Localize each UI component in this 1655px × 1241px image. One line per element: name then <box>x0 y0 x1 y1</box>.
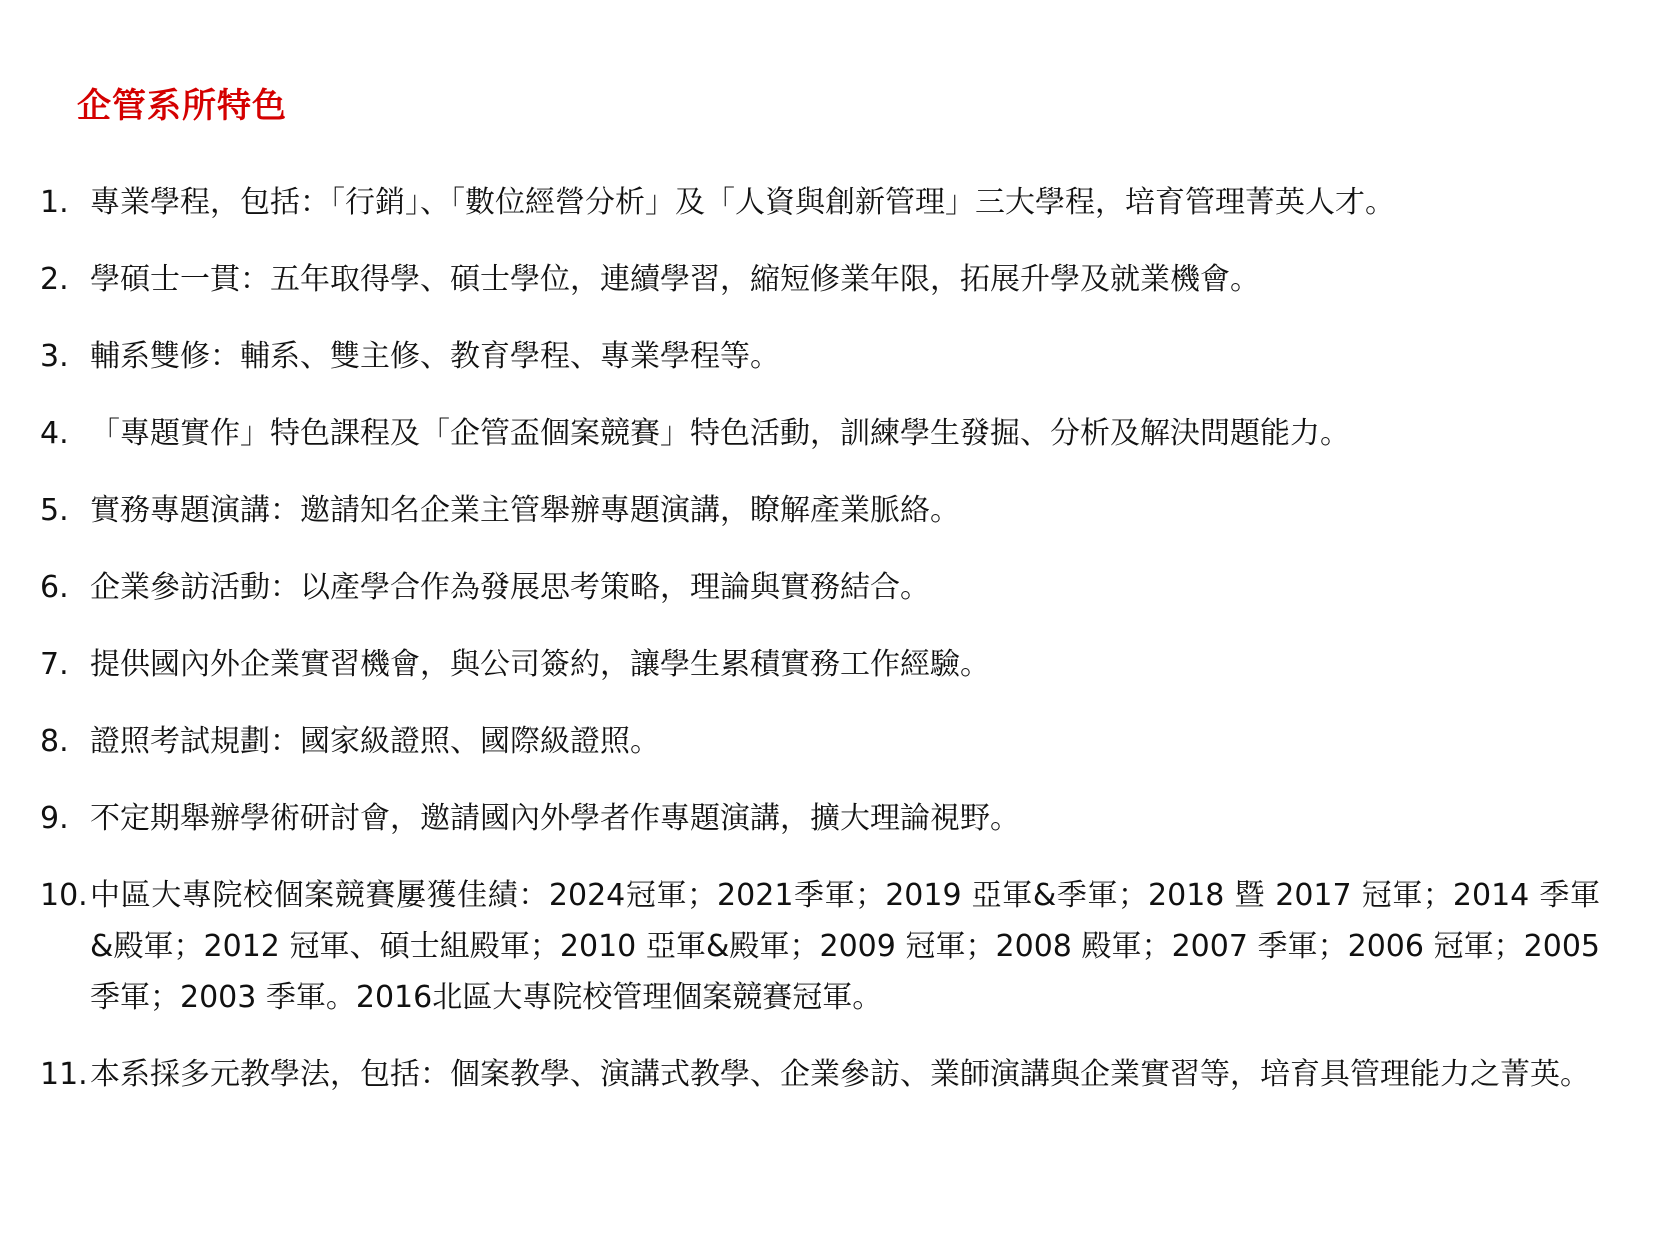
list-item <box>40 1049 1600 1100</box>
list-item-text: 不定期舉辦學術研討會，邀請國內外學者作專題演講，擴大理論視野。 <box>90 801 1020 836</box>
list-item-text: 提供國內外企業實習機會，與公司簽約，讓學生累積實務工作經驗。 <box>90 647 990 682</box>
list-item <box>40 331 1600 382</box>
list-item-text: 輔系雙修：輔系、雙主修、教育學程、專業學程等。 <box>90 339 780 374</box>
list-item-number: 8. <box>40 724 69 759</box>
list-item-text: 實務專題演講：邀請知名企業主管舉辦專題演講，瞭解產業脈絡。 <box>90 493 960 528</box>
list-item-number: 6. <box>40 570 69 605</box>
list-item-number: 4. <box>40 416 69 451</box>
list-item <box>40 485 1600 536</box>
list-item-text: 本系採多元教學法，包括：個案教學、演講式教學、企業參訪、業師演講與企業實習等，培育具管理能力之菁英。 <box>90 1057 1590 1092</box>
list-item-number: 7. <box>40 647 69 682</box>
list-item <box>40 408 1600 459</box>
list-item-number: 11. <box>40 1057 88 1092</box>
list-item <box>40 254 1600 305</box>
list-item <box>40 177 1600 228</box>
list-item-number: 2. <box>40 262 69 297</box>
list-item-number: 3. <box>40 339 69 374</box>
list-item <box>40 870 1600 1023</box>
list-item-text: 「專題實作」特色課程及「企管盃個案競賽」特色活動，訓練學生發掘、分析及解決問題能力。 <box>90 416 1350 451</box>
list-item-text: 企業參訪活動：以產學合作為發展思考策略，理論與實務結合。 <box>90 570 930 605</box>
list-item-number: 9. <box>40 801 69 836</box>
list-item <box>40 562 1600 613</box>
list-item-number: 1. <box>40 185 69 220</box>
page-title: 企管系所特色 <box>77 86 287 126</box>
list-item <box>40 716 1600 767</box>
list-item-text: 專業學程，包括：「行銷」、「數位經營分析」及「人資與創新管理」三大學程，培育管理菁英人才。 <box>90 185 1395 220</box>
list-item-text: 中區大專院校個案競賽屢獲佳績：2024冠軍；2021季軍；2019 亞軍&季軍；2018 暨 2017 冠軍；2014 季軍&殿軍；2012 冠軍、碩士組殿軍；2010 亞軍&殿軍；2009 冠軍；2008 殿軍；2007 季軍；2006 冠軍；2005 季軍；2003 季軍。2016北區大專院校管理個案競賽冠軍。 <box>90 878 1600 1015</box>
list-item <box>40 793 1600 844</box>
list-item-number: 5. <box>40 493 69 528</box>
list-item-text: 學碩士一貫：五年取得學、碩士學位，連續學習，縮短修業年限，拓展升學及就業機會。 <box>90 262 1260 297</box>
feature-list <box>40 177 1600 1126</box>
list-item-text: 證照考試規劃：國家級證照、國際級證照。 <box>90 724 660 759</box>
list-item-number: 10. <box>40 878 88 913</box>
list-item <box>40 639 1600 690</box>
